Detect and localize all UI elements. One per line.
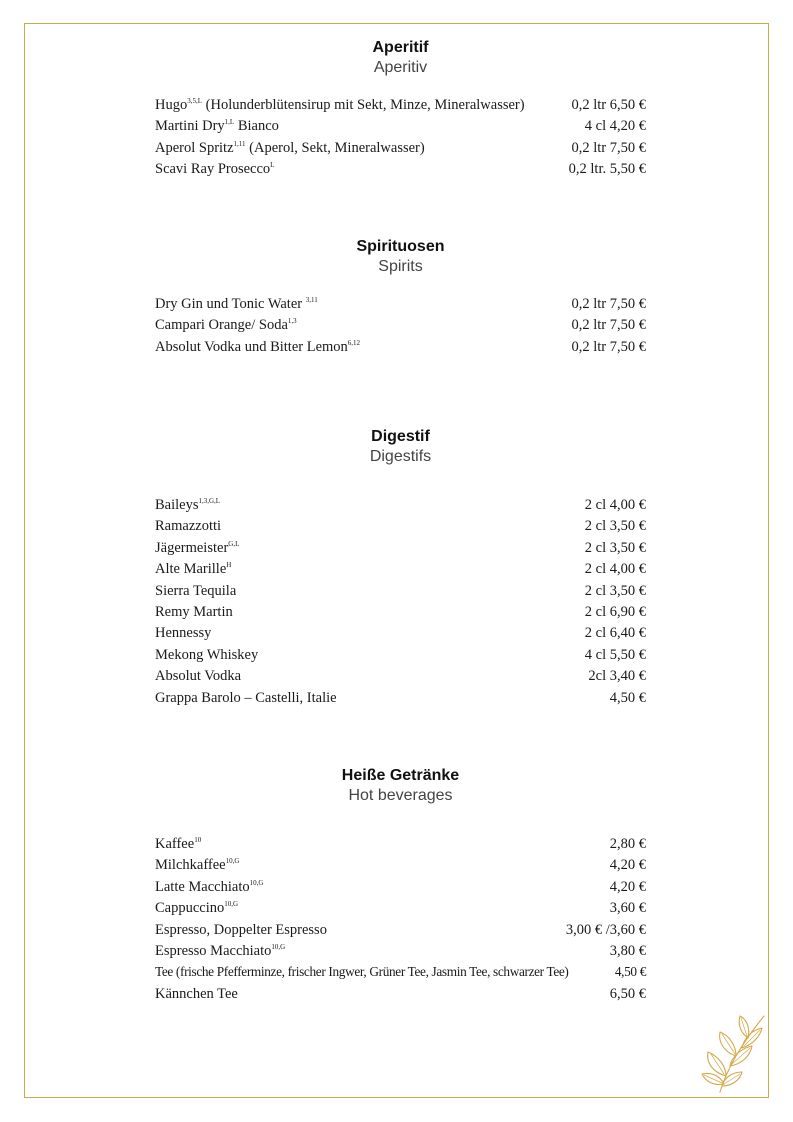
item-price: 2 cl 3,50 €	[584, 539, 646, 556]
item-name: Espresso Macchiato$^{10,G}$	[155, 942, 286, 959]
item-name: Jägermeister$^{G,L}$	[155, 539, 240, 556]
item-name: Milchkaffee$^{10,G}$	[155, 857, 240, 874]
menu-item	[155, 647, 646, 668]
item-name: Mekong Whiskey	[155, 646, 259, 663]
item-price: 0,2 ltr 6,50 €	[571, 97, 646, 113]
menu-item	[155, 668, 646, 689]
item-price: 2 cl 3,50 €	[584, 582, 646, 599]
item-name: Kaffee$^{10}$	[155, 836, 202, 852]
item-name: Hennessy	[155, 625, 212, 642]
item-name: Absolut Vodka und Bitter Lemon$^{6,12}$	[155, 338, 361, 355]
item-price: 2 cl 3,50 €	[584, 518, 646, 535]
section-title: Spirituosen	[356, 238, 445, 255]
item-price: 0,2 ltr 7,50 €	[571, 338, 646, 355]
menu-item	[155, 604, 646, 625]
item-price: 3,00 € /3,60 €	[565, 921, 646, 938]
item-price: 2 cl 4,00 €	[584, 561, 646, 578]
item-price: 4,20 €	[609, 878, 646, 895]
section-aperitif	[155, 38, 646, 178]
item-name: Absolut Vodka	[155, 668, 242, 685]
section-heading	[155, 237, 646, 277]
menu-item	[155, 161, 646, 182]
item-price: 2,80 €	[609, 836, 646, 852]
menu-item	[155, 964, 646, 985]
menu-item-list	[155, 296, 646, 360]
item-name: Scavi Ray Prosecco$^L$	[155, 161, 275, 178]
item-price: 2 cl 6,90 €	[584, 603, 646, 620]
section-spirituosen	[155, 237, 646, 355]
menu-item	[155, 836, 646, 857]
menu-item	[155, 857, 646, 878]
menu-item	[155, 497, 646, 518]
menu-item	[155, 296, 646, 317]
menu-item	[155, 118, 646, 139]
menu-item	[155, 317, 646, 338]
item-name: Alte Marille$^H$	[155, 561, 232, 578]
section-subtitle: Aperitiv	[373, 59, 428, 76]
item-name: Kännchen Tee	[155, 985, 238, 1002]
menu-item	[155, 690, 646, 711]
item-price: 2 cl 4,00 €	[584, 497, 646, 513]
section-subtitle: Spirits	[378, 258, 423, 275]
leaf-branch-icon	[700, 1012, 768, 1094]
section-hot-beverages	[155, 766, 646, 1002]
item-price: 0,2 ltr 7,50 €	[571, 317, 646, 334]
menu-item	[155, 518, 646, 539]
item-name: Remy Martin	[155, 603, 233, 620]
item-price: 4,20 €	[609, 857, 646, 874]
item-name: Sierra Tequila	[155, 582, 237, 599]
menu-item	[155, 943, 646, 964]
menu-item-list	[155, 497, 646, 711]
section-subtitle: Digestifs	[369, 448, 432, 465]
section-heading	[155, 766, 646, 806]
section-heading	[155, 38, 646, 78]
item-name: Cappuccino$^{10,G}$	[155, 900, 239, 917]
item-name: Ramazzotti	[155, 518, 222, 535]
item-price: 0,2 ltr 7,50 €	[571, 296, 646, 312]
menu-item	[155, 922, 646, 943]
item-price: 4 cl 4,20 €	[584, 118, 646, 135]
menu-item	[155, 540, 646, 561]
item-price: 3,80 €	[609, 942, 646, 959]
menu-item	[155, 900, 646, 921]
menu-item-list	[155, 836, 646, 1007]
section-subtitle: Hot beverages	[348, 787, 453, 804]
item-price: 4,50 €	[614, 964, 646, 980]
item-name: Campari Orange/ Soda$^{1,3}$	[155, 317, 297, 334]
menu-item	[155, 583, 646, 604]
item-name: Dry Gin und Tonic Water $^{3,11}$	[155, 296, 318, 312]
item-name: Hugo$^{3,5,L}$ (Holunderblütensirup mit Sekt, Minze, Mineralwasser)	[155, 97, 525, 113]
item-price: 3,60 €	[609, 900, 646, 917]
item-name: Grappa Barolo – Castelli, Italie	[155, 689, 337, 706]
item-name: Latte Macchiato$^{10,G}$	[155, 878, 264, 895]
item-name: Espresso, Doppelter Espresso	[155, 921, 327, 938]
menu-item	[155, 561, 646, 582]
menu-item	[155, 339, 646, 360]
menu-item	[155, 986, 646, 1007]
item-price: 6,50 €	[609, 985, 646, 1002]
menu-item	[155, 97, 646, 118]
item-price: 2 cl 6,40 €	[584, 625, 646, 642]
item-name: Aperol Spritz$^{1,11}$ (Aperol, Sekt, Mineralwasser)	[155, 139, 425, 156]
section-title: Heiße Getränke	[341, 767, 460, 784]
item-price: 0,2 ltr. 5,50 €	[568, 161, 646, 178]
menu-item	[155, 625, 646, 646]
item-price: 4 cl 5,50 €	[584, 646, 646, 663]
section-title: Aperitif	[372, 39, 429, 56]
menu-item	[155, 879, 646, 900]
item-price: 2cl 3,40 €	[588, 668, 646, 685]
section-heading	[155, 427, 646, 467]
item-name: Tee (frische Pfefferminze, frischer Ingwer, Grüner Tee, Jasmin Tee, schwarzer Tee)	[155, 964, 569, 980]
item-price: 0,2 ltr 7,50 €	[571, 139, 646, 156]
menu-item	[155, 140, 646, 161]
item-name: Baileys$^{1,3,G,L}$	[155, 497, 221, 513]
menu-item-list	[155, 97, 646, 183]
item-price: 4,50 €	[609, 689, 646, 706]
section-digestif	[155, 427, 646, 706]
item-name: Martini Dry$^{1,L}$ Bianco	[155, 118, 279, 135]
section-title: Digestif	[371, 428, 430, 445]
